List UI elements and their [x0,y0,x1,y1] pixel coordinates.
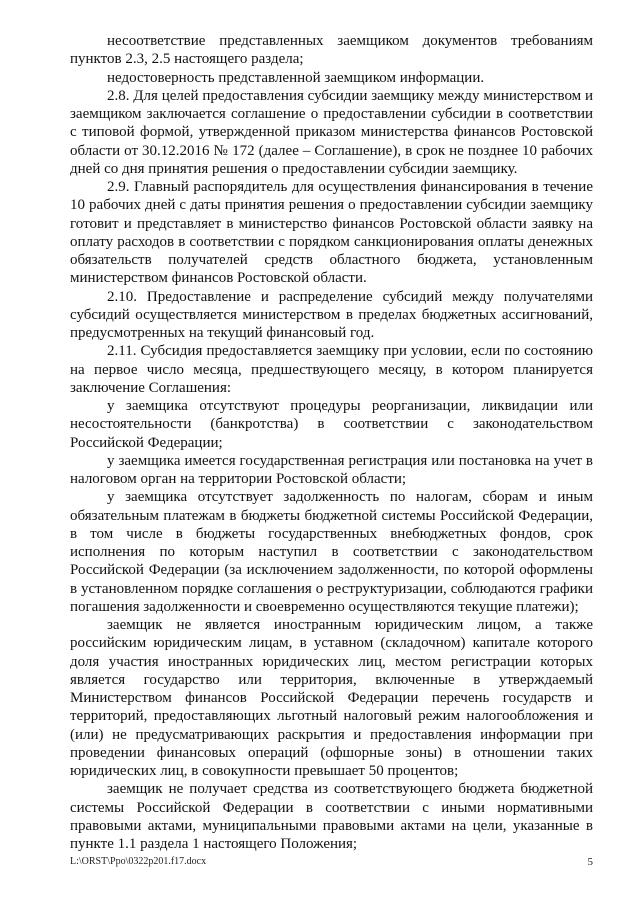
paragraph: у заемщика отсутствует задолженность по налогам, сборам и иным обязательным платежам в бюджеты бюджетной системы Российской Федерации, в том числе в бюджеты государственных внебюджетных фондов, срок исполнения по которым наступил в соответствии с законодательством Российской Федерации (за исключением задолженности, по которой оформлены в установленном порядке соглашения о реструктуризации, соблюдаются графики погашения задолженности и своевременно осуществляются текущие платежи); [70,489,593,615]
paragraph: 2.8. Для целей предоставления субсидии заемщику между министерством и заемщиком заключается соглашение о предоставлении субсидии в соответствии с типовой формой, утвержденной приказом министерства финансов Ростовской области от 30.12.2016 № 172 (далее – Соглашение), в срок не позднее 10 рабочих дней со дня принятия решения о предоставлении субсидии заемщику. [70,87,593,177]
page-number: 5 [587,856,593,868]
paragraph: 2.11. Субсидия предоставляется заемщику при условии, если по состоянию на первое число месяца, предшествующего месяцу, в котором планируется заключение Соглашения: [70,343,593,396]
paragraph: у заемщика отсутствуют процедуры реорганизации, ликвидации или несостоятельности (банкротства) в соответствии с законодательством Российской Федерации; [70,398,593,451]
file-path: L:\ORST\Ppo\0322p201.f17.docx [70,856,207,867]
paragraph: заемщик не является иностранным юридическим лицом, а также российским юридическим лицам, в уставном (складочном) капитале которого доля участия иностранных юридических лиц, местом регистрации которых является государство или территория, включенные в утверждаемый Министерством финансов Российской Федерации перечень государств и территорий, предоставляющих льготный налоговый режим налогообложения и (или) не предусматривающих раскрытия и предоставления информации при проведении финансовых операций (офшорные зоны) в отношении таких юридических лиц, в совокупности превышает 50 процентов; [70,617,593,779]
paragraph: у заемщика имеется государственная регистрация или постановка на учет в налоговом орган на территории Ростовской области; [70,452,593,487]
paragraph: 2.10. Предоставление и распределение субсидий между получателями субсидий осуществляется министерством в пределах бюджетных ассигнований, предусмотренных на текущий финансовый год. [70,288,593,341]
paragraph: недостоверность представленной заемщиком информации. [107,69,485,86]
document-body [70,32,593,853]
paragraph: несоответствие представленных заемщиком документов требованиям пунктов 2.3, 2.5 настоящего раздела; [70,33,593,68]
paragraph: 2.9. Главный распорядитель для осуществления финансирования в течение 10 рабочих дней с даты принятия решения о предоставлении субсидии заемщику готовит и представляет в министерство финансов Ростовской области заявку на оплату расходов в соответствии с порядком санкционирования оплаты денежных обязательств получателей средств областного бюджета, установленным министерством финансов Ростовской области. [70,179,593,287]
paragraph: заемщик не получает средства из соответствующего бюджета бюджетной системы Российской Федерации в соответствии с иными нормативными правовыми актами, муниципальными правовыми актами на цели, указанные в пункте 1.1 раздела 1 настоящего Положения; [70,781,593,852]
